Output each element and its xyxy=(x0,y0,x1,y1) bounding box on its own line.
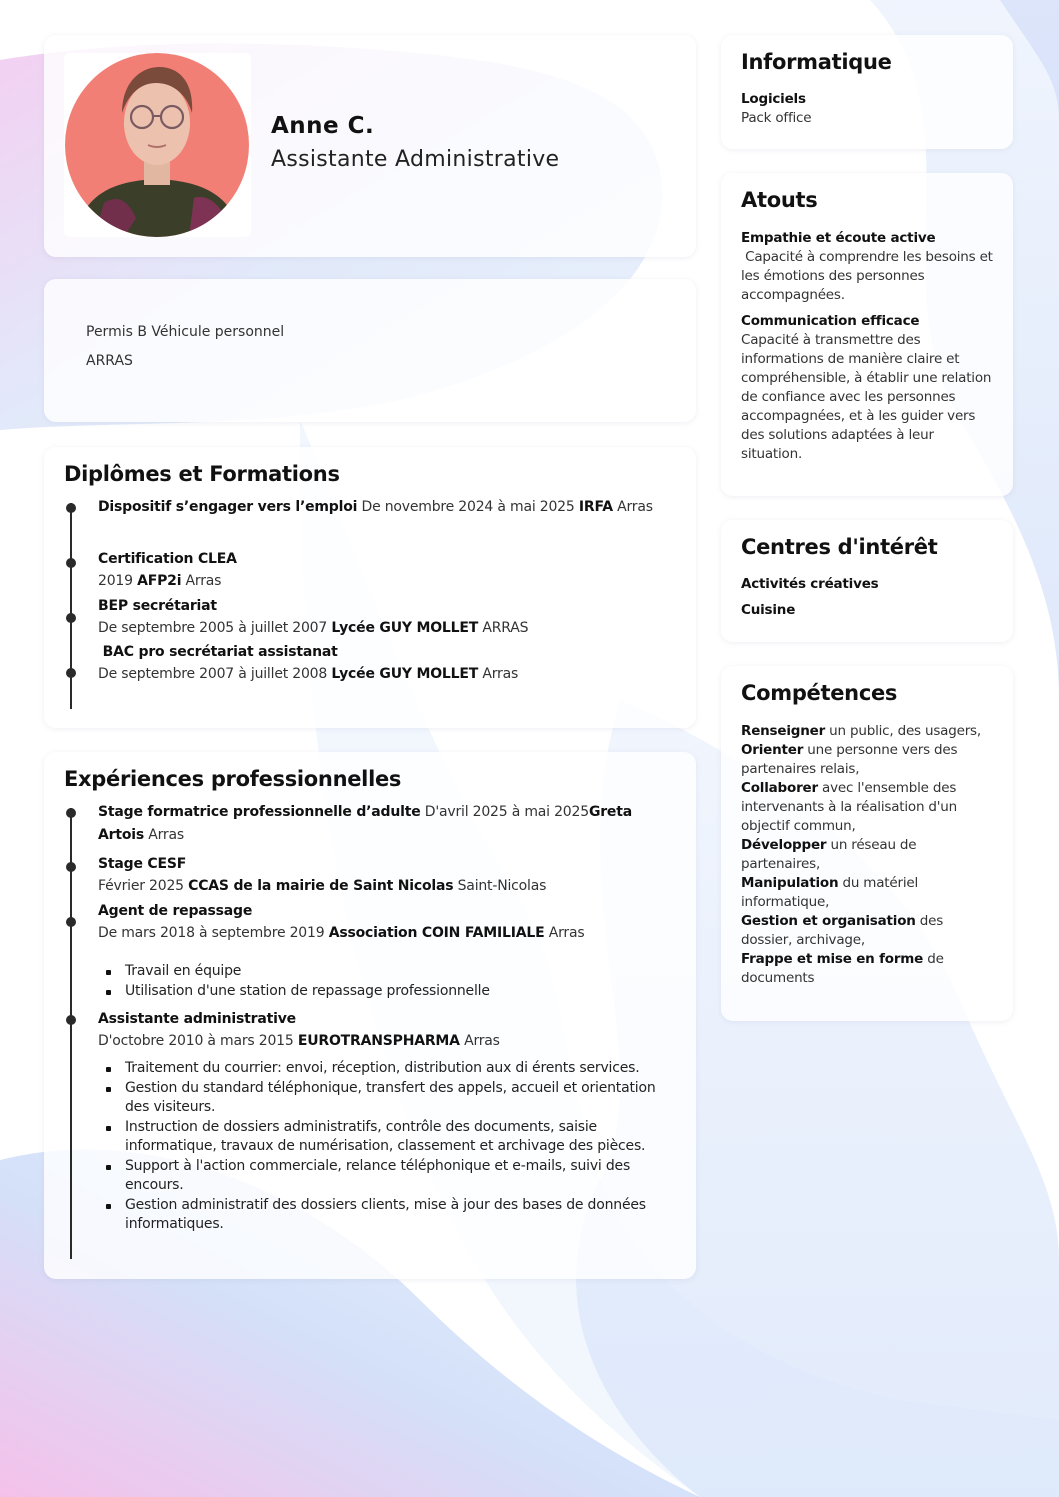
timeline-dot xyxy=(66,503,76,513)
list-item: Gestion du standard téléphonique, transfert des appels, accueil et orientation des visiteurs. xyxy=(104,1079,679,1117)
driving-licence: Permis B Véhicule personnel xyxy=(86,324,285,340)
section-title: Atouts xyxy=(741,188,818,212)
list-item: Instruction de dossiers administratifs, contrôle des documents, saisie informatique, travaux de numérisation, classement et archivage des pièces. xyxy=(104,1118,679,1156)
strengths-card xyxy=(721,173,1013,496)
education-item: Certification CLEA 2019 AFP2i Arras xyxy=(98,551,237,589)
skill-item: Manipulation du matériel informatique, xyxy=(741,875,919,910)
section-title: Expériences professionnelles xyxy=(64,767,402,791)
skill-item: Gestion et organisation des dossier, archivage, xyxy=(741,913,944,948)
header-card xyxy=(44,35,696,257)
city: ARRAS xyxy=(86,353,133,369)
interest-item: Activités créatives xyxy=(741,576,879,592)
timeline-line xyxy=(70,503,72,709)
profile-photo xyxy=(64,53,251,237)
strength-text: Capacité à comprendre les besoins et les émotions des personnes accompagnées. xyxy=(741,249,997,303)
experience-card xyxy=(44,752,696,1279)
list-item: Support à l'action commerciale, relance téléphonique et e-mails, suivi des encours. xyxy=(104,1157,679,1195)
skill-item: Développer un réseau de partenaires, xyxy=(741,837,917,872)
experience-item: Stage formatrice professionnelle d’adulte D'avril 2025 à mai 2025Greta Artois Arras xyxy=(98,804,632,843)
bullet-list xyxy=(104,1059,679,1235)
section-title: Centres d'intérêt xyxy=(741,535,938,559)
interest-item: Cuisine xyxy=(741,602,796,618)
skill-item: Frappe et mise en forme de documents xyxy=(741,951,944,986)
strength-title: Communication efficace xyxy=(741,313,920,329)
experience-item: Assistante administrative D'octobre 2010 à mars 2015 EUROTRANSPHARMA Arras xyxy=(98,1011,500,1049)
experience-item: Agent de repassage De mars 2018 à septembre 2019 Association COIN FAMILIALE Arras xyxy=(98,903,585,941)
education-item: BAC pro secrétariat assistanat De septembre 2007 à juillet 2008 Lycée GUY MOLLET Arras xyxy=(98,644,519,682)
contact-info-card xyxy=(44,279,696,422)
timeline-dot xyxy=(66,558,76,568)
timeline-dot xyxy=(66,668,76,678)
timeline-dot xyxy=(66,917,76,927)
skills-card xyxy=(721,666,1013,1021)
list-item: Utilisation d'une station de repassage professionnelle xyxy=(104,982,679,1001)
experience-item: Stage CESF Février 2025 CCAS de la mairie de Saint Nicolas Saint-Nicolas xyxy=(98,856,547,894)
timeline-dot xyxy=(66,1015,76,1025)
section-title: Compétences xyxy=(741,681,898,705)
education-card xyxy=(44,447,696,728)
list-item: Traitement du courrier: envoi, réception, distribution aux di érents services. xyxy=(104,1059,679,1078)
timeline-dot xyxy=(66,613,76,623)
education-item: BEP secrétariat De septembre 2005 à juillet 2007 Lycée GUY MOLLET ARRAS xyxy=(98,598,529,636)
list-item: Travail en équipe xyxy=(104,962,679,981)
software-label: Logiciels xyxy=(741,91,806,107)
interests-card xyxy=(721,520,1013,642)
it-skills-card xyxy=(721,35,1013,149)
strength-title: Empathie et écoute active xyxy=(741,230,936,246)
timeline-line xyxy=(70,808,72,1259)
software-value: Pack office xyxy=(741,110,812,126)
job-title: Assistante Administrative xyxy=(271,147,560,172)
timeline-dot xyxy=(66,862,76,872)
education-item: Dispositif s’engager vers l’emploi De novembre 2024 à mai 2025 IRFA Arras xyxy=(98,499,653,515)
section-title: Diplômes et Formations xyxy=(64,462,340,486)
strength-text: Capacité à transmettre des informations de manière claire et compréhensible, à établir une relation de confiance avec les personnes accompagnées, et à les guider vers des solutions adaptées à leur situation. xyxy=(741,332,992,462)
bullet-list xyxy=(104,962,679,1002)
list-item: Gestion administratif des dossiers clients, mise à jour des bases de données informatiques. xyxy=(104,1196,679,1234)
timeline-dot xyxy=(66,808,76,818)
skill-item: Collaborer avec l'ensemble des intervenants à la réalisation d'un objectif commun, xyxy=(741,780,958,834)
skill-item: Renseigner un public, des usagers, xyxy=(741,723,981,739)
candidate-name: Anne C. xyxy=(271,113,375,139)
skill-item: Orienter une personne vers des partenaires relais, xyxy=(741,742,958,777)
section-title: Informatique xyxy=(741,50,892,74)
